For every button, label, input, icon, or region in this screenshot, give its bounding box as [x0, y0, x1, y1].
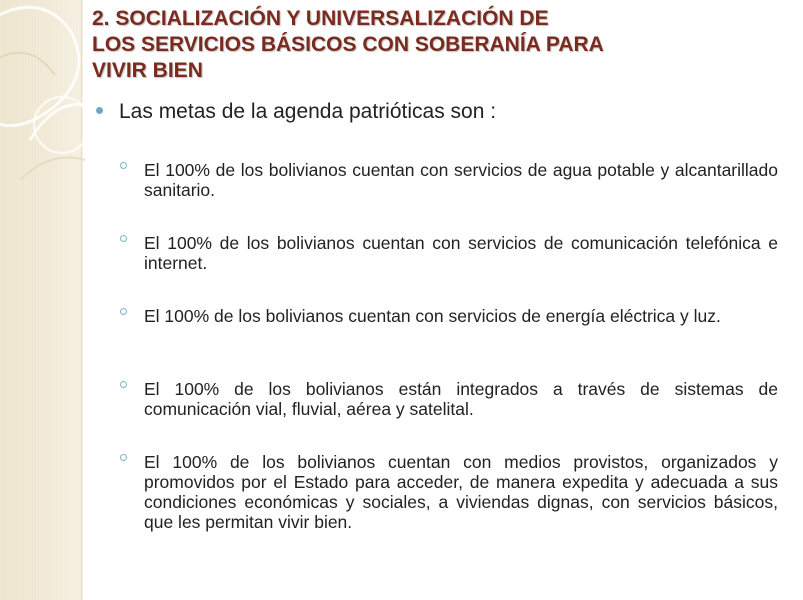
slide-title-line-3: VIVIR BIEN [92, 59, 203, 82]
hollow-bullet-icon [120, 162, 127, 169]
filled-bullet-icon [96, 107, 103, 114]
goal-text-5: El 100% de los bolivianos cuentan con medios provistos, organizados y promovidos por el Estado para acceder, de manera expedita y adecuada a sus condiciones económicas y sociales, a viviendas dignas, con servicios básicos, que les permitan vivir bien. [144, 452, 778, 532]
goal-text-4: El 100% de los bolivianos están integrados a través de sistemas de comunicación vial, fluvial, aérea y satelital. [144, 379, 778, 419]
slide-title [92, 6, 792, 84]
hollow-bullet-icon [120, 235, 127, 242]
hollow-bullet-icon [120, 381, 127, 388]
slide-title-line-1: 2. SOCIALIZACIÓN Y UNIVERSALIZACIÓN DE [92, 7, 549, 30]
goal-text-3: El 100% de los bolivianos cuentan con servicios de energía eléctrica y luz. [144, 306, 721, 326]
hollow-bullet-icon [120, 308, 127, 315]
hollow-bullet-icon [120, 454, 127, 461]
slide-title-line-2: LOS SERVICIOS BÁSICOS CON SOBERANÍA PARA [92, 33, 604, 56]
goal-text-2: El 100% de los bolivianos cuentan con servicios de comunicación telefónica e internet. [144, 233, 778, 273]
intro-text: Las metas de la agenda patrióticas son : [119, 100, 497, 123]
goal-text-1: El 100% de los bolivianos cuentan con servicios de agua potable y alcantarillado sanitario. [144, 160, 778, 200]
